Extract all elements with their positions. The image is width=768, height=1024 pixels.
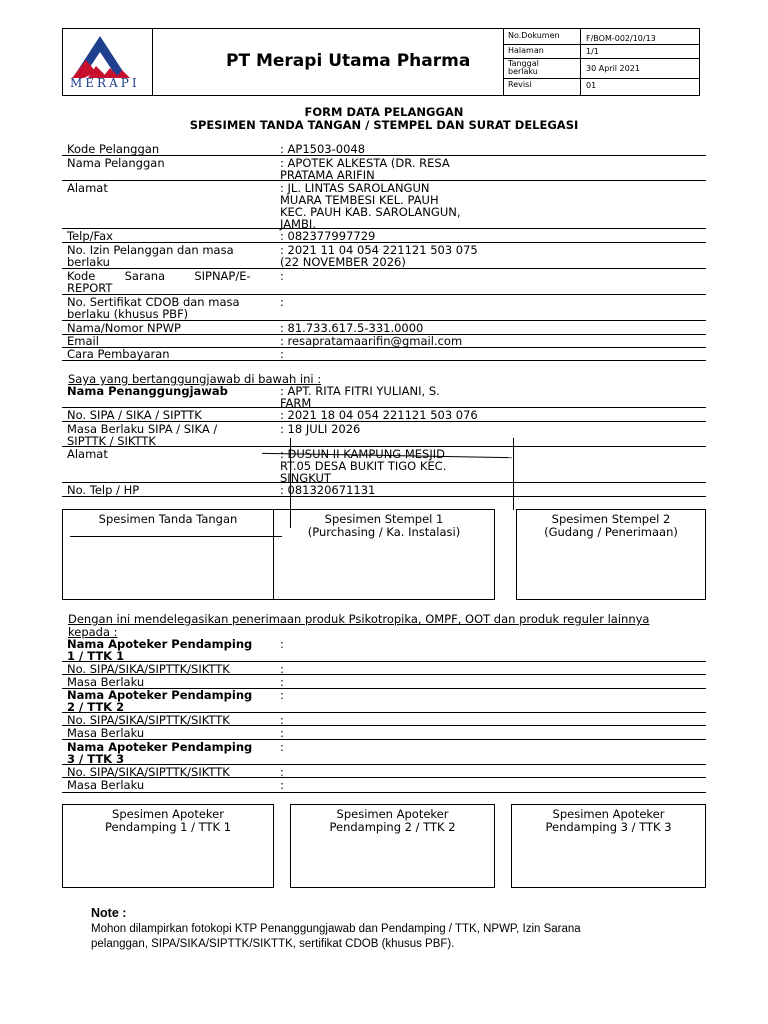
row-label: Nama Apoteker Pendamping 3 / TTK 3 [67,740,253,766]
row-value: : [280,778,284,792]
row-value: : 082377997729 [280,229,376,243]
row-separator [62,347,706,348]
row-value: : [280,688,284,702]
specimen-box-label: Spesimen Apoteker Pendamping 1 / TTK 1 [104,807,232,834]
doc-info-label: Halaman [508,46,544,55]
row-separator [62,674,706,675]
row-separator [62,268,706,269]
row-label: Alamat [67,447,108,461]
row-value: : [280,713,284,727]
row-separator [62,661,706,662]
row-separator [62,242,706,243]
row-value: : [280,765,284,779]
row-label: Nama Penanggungjawab [67,384,228,398]
row-value: : [280,269,284,283]
row-separator [62,764,706,765]
row-label: Kode Pelanggan [67,142,160,156]
header-divider [503,44,700,45]
row-value: : [280,726,284,740]
row-separator [62,496,706,497]
row-label: No. SIPA/SIKA/SIPTTK/SIKTTK [67,713,230,727]
row-label: Masa Berlaku SIPA / SIKA / SIPTTK / SIKTTK [67,422,218,448]
row-value: : 18 JULI 2026 [280,422,361,436]
row-value: : resapratamaarifin@gmail.com [280,334,463,348]
note-text: Mohon dilampirkan fotokopi KTP Penanggungjawab dan Pendamping / TTK, NPWP, Izin Sarana pelanggan, SIPA/SIKA/SIPTTK/SIKTTK, sertifikat CDOB (khusus PBF). [91,923,581,950]
company-name: PT Merapi Utama Pharma [226,51,471,71]
note-title: Note : [91,906,127,920]
doc-info-label: Tanggal berlaku [508,59,539,76]
header-divider [152,28,153,96]
row-value: : [280,347,284,361]
delegation-intro: Dengan ini mendelegasikan penerimaan produk Psikotropika, OMPF, OOT dan produk reguler lainnya kepada : [68,612,650,639]
row-separator [62,739,706,740]
row-label: Kode Sarana SIPNAP/E- REPORT [67,269,251,295]
row-separator [62,712,706,713]
responsible-intro: Saya yang bertanggungjawab di bawah ini : [68,372,322,386]
row-value: : APT. RITA FITRI YULIANI, S. FARM [280,384,440,410]
row-value: : [280,662,284,676]
row-label: Masa Berlaku [67,675,145,689]
row-value: : 81.733.617.5-331.0000 [280,321,424,335]
row-label: Masa Berlaku [67,778,145,792]
row-label: No. SIPA/SIKA/SIPTTK/SIKTTK [67,662,230,676]
row-separator [62,228,706,229]
row-label: Nama Pelanggan [67,156,165,170]
row-value: : JL. LINTAS SAROLANGUN MUARA TEMBESI KEL. PAUH KEC. PAUH KAB. SAROLANGUN, JAMBI. [280,181,461,231]
doc-info-value: 30 April 2021 [586,64,640,73]
header-divider [503,28,504,96]
form-title: FORM DATA PELANGGAN [304,105,464,119]
row-label: Nama Apoteker Pendamping 1 / TTK 1 [67,637,253,663]
doc-info-label: No.Dokumen [508,31,560,40]
row-separator [62,777,706,778]
specimen-box-label: Spesimen Stempel 2 (Gudang / Penerimaan) [544,512,678,539]
row-value: : 081320671131 [280,483,376,497]
row-value: : AP1503-0048 [280,142,366,156]
header-divider [580,28,581,96]
row-value: : [280,295,284,309]
row-separator [62,725,706,726]
row-label: No. Telp / HP [67,483,140,497]
row-separator [62,446,706,447]
doc-info-label: Revisi [508,80,532,89]
doc-info-value: F/BOM-002/10/13 [586,34,656,43]
row-label: Nama Apoteker Pendamping 2 / TTK 2 [67,688,253,714]
form-subtitle: SPESIMEN TANDA TANGAN / STEMPEL DAN SURAT DELEGASI [189,118,579,132]
row-label: No. Izin Pelanggan dan masa berlaku [67,243,234,269]
row-label: Cara Pembayaran [67,347,170,361]
row-label: No. SIPA / SIKA / SIPTTK [67,408,202,422]
row-label: Alamat [67,181,108,195]
row-separator [62,688,706,689]
logo-wordmark: MERAPI [70,76,140,90]
row-separator [62,360,706,361]
header-divider [503,78,700,79]
row-separator [62,180,706,181]
row-value: : APOTEK ALKESTA (DR. RESA PRATAMA ARIFIN [280,156,450,182]
row-separator [62,155,706,156]
row-label: No. Sertifikat CDOB dan masa berlaku (khusus PBF) [67,295,240,321]
specimen-box-label: Spesimen Apoteker Pendamping 2 / TTK 2 [329,807,456,834]
doc-info-value: 01 [586,81,597,90]
row-separator [62,482,706,483]
row-value: : 2021 11 04 054 221121 503 075 (22 NOVEMBER 2026) [280,243,478,269]
row-value: : 2021 18 04 054 221121 503 076 [280,408,478,422]
row-separator [62,792,706,793]
row-separator [62,407,706,408]
row-label: Masa Berlaku [67,726,145,740]
row-separator [62,334,706,335]
row-label: Email [67,334,99,348]
row-label: Telp/Fax [67,229,113,243]
row-separator [62,421,706,422]
row-value: : [280,675,284,689]
row-value: : [280,637,284,651]
specimen-box-label: Spesimen Tanda Tangan [98,512,238,526]
specimen-box-label: Spesimen Apoteker Pendamping 3 / TTK 3 [545,807,672,834]
scan-mark-line [513,438,514,510]
specimen-box-label: Spesimen Stempel 1 (Purchasing / Ka. Instalasi) [307,512,461,539]
row-separator [62,294,706,295]
row-separator [62,320,706,321]
signature-line [70,536,282,537]
row-label: Nama/Nomor NPWP [67,321,181,335]
row-value: : [280,740,284,754]
doc-info-value: 1/1 [586,47,599,56]
row-value: : DUSUN II KAMPUNG MESJID RT.05 DESA BUKIT TIGO KEC. SINGKUT [280,447,447,485]
row-label: No. SIPA/SIKA/SIPTTK/SIKTTK [67,765,230,779]
